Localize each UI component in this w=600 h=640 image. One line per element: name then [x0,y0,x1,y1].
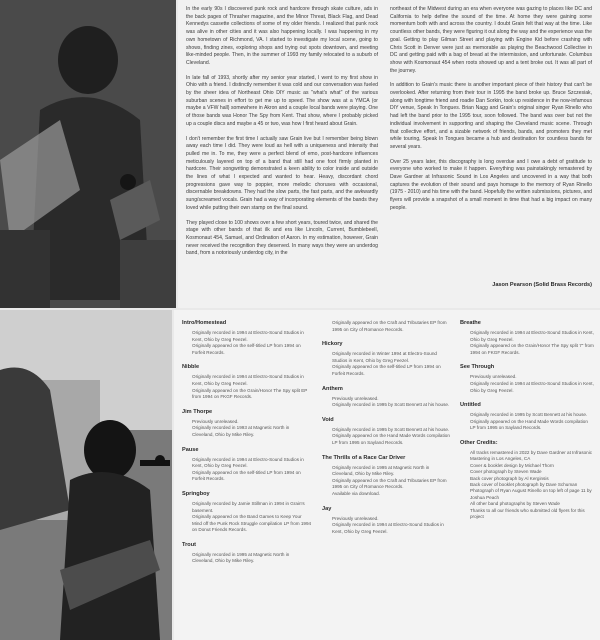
track-title: Nibble [182,364,200,371]
track-title: Breathe [460,320,481,326]
credits-line: Back cover photograph by Al Kerginsis [470,475,549,481]
track-note: Originally recorded in 1995 at Magnetic North in Cleveland, Ohio by Mike Riley. [332,464,430,477]
track-entry [322,386,452,409]
track-entry [322,455,452,498]
essay-paragraph: They played close to 100 shows over a few short years, toured twice, and shared the stage with other bands of that ilk and era like Lincoln, Current, Bumblebeell, Kosmonaut 454, Samuel, and Ordination of Aaron. In my estimation, however, Grain never received the recognition they deserved. In many ways they were an underdog band, from a notoriously underdog city, in the [186,219,378,257]
track-list [460,320,594,432]
track-note: Originally appeared on the self-titled LP from 1994 on Forfeit Records. [192,343,301,355]
credits-line: Cover & booklet design by Michael Thorn [470,462,554,468]
track-title: Hickory [322,341,343,348]
track-title: Pause [182,446,199,453]
track-note: Previously unreleased. [332,395,379,401]
track-note: Originally appeared on the Craft and Tributaries EP from 1995 on City of Romance Records. [332,477,447,490]
track-note: Originally recorded in 1994 at Electro-Sound Studios in Kent, Ohio by Greg Feezel. [192,456,304,469]
track-note: Originally appeared on the Craft and Tributaries EP from 1995 on City of Romance Records. [332,320,447,332]
track-entry [322,320,452,333]
track-entry [460,402,594,432]
track-entry [322,417,452,447]
track-entry [182,491,312,534]
track-entry [322,506,452,536]
liner-notes-essay [178,0,600,308]
track-note: Originally recorded by Jamie Stillman in 1994 in Grain's basement. [192,500,305,513]
track-note: Originally recorded in 1994 at Electro-Sound Studios in Kent, Ohio by Greg Feezel. [192,330,304,342]
track-title: The Thrills of a Race Car Driver [322,454,406,461]
track-note: Originally recorded in 1995 by Scott Bennett at his house. [470,412,588,418]
essay-paragraph: In addition to Grain's music there is another important piece of their history that can't be overlooked. After returning from their tour in 1995 the band broke up. Bruce Szczesiak, along with longtime friend and roadie Dan Sorkin, took up residence in the now-infamous DIY venue, Speak In Tongues. Brian Nagg and Grain's original singer Ryan Rinello who had left the band prior to the 1995 tour, soon followed. The band was over but not the individual involvement in supporting and shaping the Cleveland music scene. Through that collective effort, and a sizable network of friends, bands, and promoters they met while touring, Speak In Tongues became a hub and destination for countless bands for several years. [390,82,592,150]
track-note: Originally recorded in 1994 at Electro-Sound Studios in Kent, Ohio by Greg Feezel. [470,380,594,393]
track-note: Originally appeared on the Hand Made Words compilation LP from 1995 on Sayland Records. [470,418,588,431]
other-credits-title: Other Credits: [460,439,498,446]
track-note: Originally appeared on the Grain/Honor The Spy split EP from 1994 on FKGF Records. [192,387,308,400]
credits-line: All tracks remastered in 2022 by Dave Gardner at Infrasonic Mastering in Los Angeles, CA [470,449,593,462]
track-title: Untitled [460,402,481,409]
credits-line: All other band photographs by Steven Wade [470,501,560,507]
track-note: Originally recorded in 1995 by Scott Bennett at his house. [332,402,450,408]
essay-paragraph: I don't remember the first time I actually saw Grain live but I remember being blown away each time I did. They were loud as hell with a uniqueness and intensity that pulled me in. To me, they were a perfect blend of emo, post-hardcore influences meticulously layered on top of a band that still had one foot firmly planted in hardcore. Their songwriting demonstrated a keen ability to color inside and outside the lines of what I expected and wanted to hear. Heavy, discordant chord progressions gave way to poppier, more melodic choruses with occasional, discernable breakdowns. They had the slow parts, the fast parts, and the awkwardly sung/screamed vocals. Grain had a way of incorporating elements of the bands they loved while putting their own stamp on the final sound. [186,135,378,211]
track-title: See Through [460,364,495,371]
track-note: Originally appeared on the Hand Made Words compilation LP from 1995 on Sayland Records. [332,433,450,445]
track-note: Originally recorded in Winter 1994 at Electro-Sound Studios in Kent, Ohio by Greg Feezel. [332,351,437,363]
essay-paragraph: northeast of the Midwest during an era when everyone was gazing to places like DC and California to help define the sound of the time. At home they were gaining some momentum both with and across the country. I doubt Grain felt that way at the time. Like countless other bands, they were figuring it out along the way and the experience was the goal. Getting to play Gilman Street and playing with Engine Kid before crashing with Chris Scott in Denver were just as memorable as playing the Beachwood Collective in DC and getting paid with a bag of bread at the intermission, and unfortunate. Columbus show with Kosmonaut 454 when roots showed up and a tent broke out. It was all part of the journey. [390,6,592,74]
essay-column-left [186,6,378,265]
band-photo-bottom [0,310,172,640]
track-entry [460,364,594,394]
track-entry [182,320,312,356]
track-entry [182,542,312,565]
track-note: Originally recorded in 1995 at Magnetic North in Cleveland, Ohio by Mike Riley. [192,551,290,564]
essay-column-right [390,6,592,220]
track-entry [182,409,312,439]
track-title: Jay [322,505,332,512]
track-note: Originally recorded in 1995 by Scott Bennett at his house. [332,426,450,432]
track-title: Springboy [182,490,210,497]
track-note: Previously unreleased. [332,515,379,521]
credits-line: Photograph of Ryan August Rinello on top left of page 11 by Joshua Peach [470,488,592,500]
credits-line: Thanks to all our friends who submitted old flyers for this project [470,507,585,519]
track-note: Available via download. [332,490,380,496]
track-note: Previously unreleased. [470,374,517,380]
track-title: Anthem [322,385,343,392]
track-note: Originally appeared on the Grain/Honor The Spy split 7" from 1994 on FKGF Records. [470,343,594,355]
band-live-photo-icon [0,0,176,308]
track-title: Intro/Homestead [182,320,227,326]
band-live-photo-icon [0,310,172,640]
credits-line: Back cover of booklet photograph by Dave Schuman [470,481,578,487]
track-entry [182,364,312,400]
track-entry [460,320,594,356]
band-photo-top [0,0,176,308]
other-credits [460,440,594,520]
essay-paragraph: In late fall of 1993, shortly after my senior year started, I went to my first show in Ohio with a friend. I distinctly remember it was cold and our conversation was fueled by the sheer idea of Northeast Ohio DIY music as "what's what" of the various suburban scenes in effort to get me up to speed. The show was at a YMCA (or maybe a VFW hall) somewhere in Akron and a couple local bands were playing. One of those bands was Honor The Spy from Kent. That show, where I probably picked up a couple discs and maybe a 45 or two, was how I first heard about Grain. [186,74,378,127]
essay-signature: Jason Pearson (Solid Brass Records) [492,282,592,288]
credits-list [460,450,594,520]
track-entry [322,341,452,377]
track-title: Jim Thorpe [182,408,213,415]
track-note: Originally appeared on the self-titled LP from 1994 on Forfeit Records. [332,364,441,376]
credits-line: Cover photograph by Steven Wade [470,469,542,475]
track-column-1 [182,320,312,573]
track-note: Previously unreleased. [192,418,239,424]
track-title: Void [322,416,334,423]
track-entry [182,447,312,483]
track-note: Originally recorded in 1994 at Electro-Sound Studios in Kent, Ohio by Greg Feezel. [470,330,594,342]
track-note: Originally appeared on the Band Games to Keep Your Mind off the Punk Rock Struggle compilation LP from 1994 on Donut Friends Records. [192,514,312,533]
track-note: Originally recorded in 1994 at Electro-Sound Studios in Kent, Ohio by Greg Feezel. [192,374,304,386]
track-note: Originally recorded in 1994 at Electro-Sound Studios in Kent, Ohio by Greg Feezel. [332,522,444,534]
track-credits [174,310,600,640]
track-note: Originally recorded in 1993 at Magnetic North in Cleveland, Ohio by Mike Riley. [192,425,290,437]
essay-paragraph: Over 25 years later, this discography is long overdue and I owe a debt of gratitude to everyone who worked to make it happen. Everything was painstakingly remastered by Dave Gardner at Infrasonic Sound in Los Angeles and uncovered in a way that both captures the evolution of their sound and pays homage to the memory of Ryan Rinello (1975 - 2010) and his time with the band. Hopefully the written submissions, pictures, and flyers will provide a snapshot of a small moment in time that had a big impact on many people. [390,158,592,211]
track-title: Trout [182,541,196,548]
track-column-2 [322,320,452,543]
track-note: Originally appeared on the self-titled LP from 1994 on Forfeit Records. [192,469,301,482]
essay-paragraph: In the early 90s I discovered punk rock and hardcore through skate culture, ads in the back pages of Thrasher magazine, and the Minor Threat, Black Flag, and Dead Kennedys cassette collections of some of my older friends. I realized that punk rock was alive in other cities and it was also happening locally. I was happening in my own hometown of Richmond, VA. I started to investigate my local scene, going to shows, finding zines, exploring shops and trying out spots downtown, and meeting like-minded people. Then, in the summer of 1993 my family relocated to a suburb of Cleveland. [186,6,378,66]
track-column-3 [460,320,594,528]
